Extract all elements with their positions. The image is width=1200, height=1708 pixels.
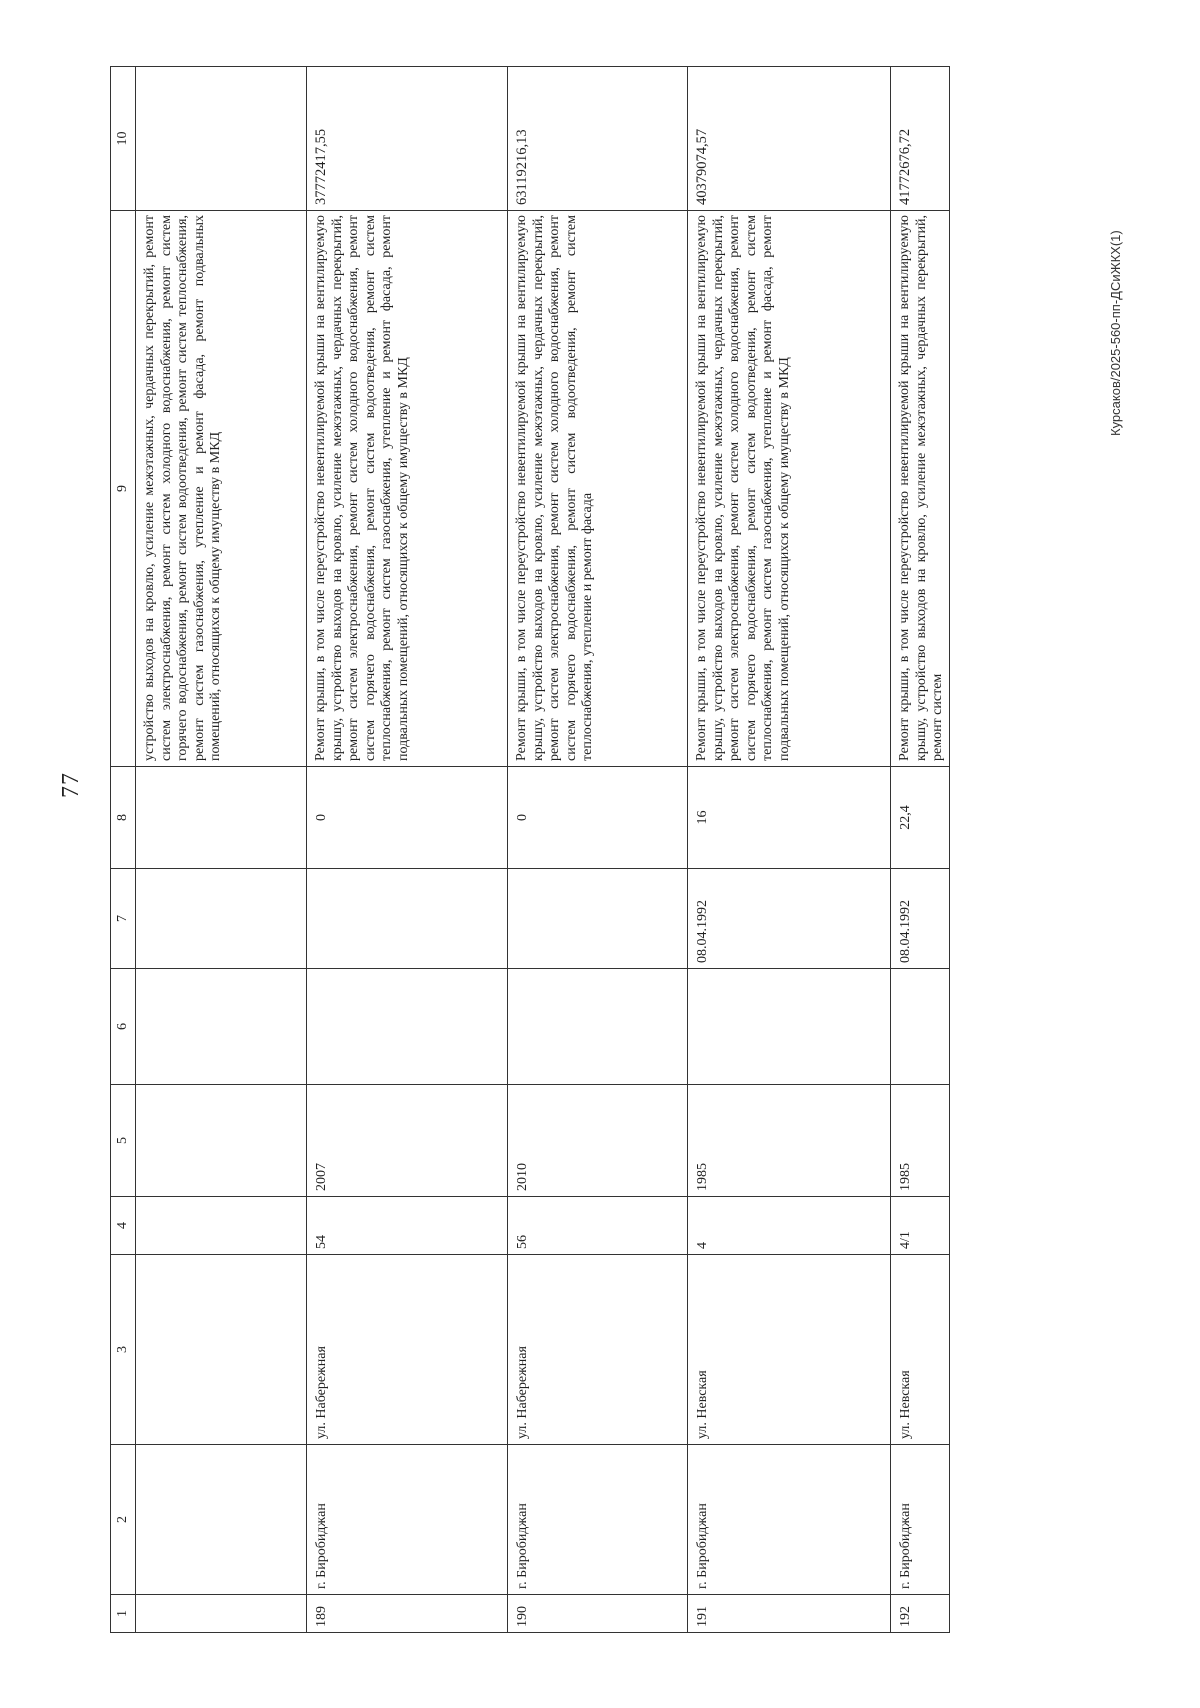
header-cell: 5 bbox=[111, 1085, 136, 1197]
year-cell: 2010 bbox=[508, 1085, 688, 1197]
page-number: 77 bbox=[58, 772, 84, 798]
city-cell: г. Биробиджан bbox=[688, 1445, 891, 1595]
row-number bbox=[136, 1595, 307, 1633]
city-cell: г. Биробиджан bbox=[508, 1445, 688, 1595]
street-cell: ул. Набережная bbox=[307, 1255, 508, 1445]
header-cell: 7 bbox=[111, 869, 136, 969]
year-cell bbox=[136, 1085, 307, 1197]
house-cell: 4/1 bbox=[891, 1197, 950, 1255]
col6-cell bbox=[688, 969, 891, 1085]
col8-cell: 0 bbox=[508, 767, 688, 869]
cost-cell: 40379074,57 bbox=[688, 67, 891, 211]
col8-cell bbox=[136, 767, 307, 869]
table-row bbox=[307, 67, 508, 1633]
row-number: 190 bbox=[508, 1595, 688, 1633]
date-cell: 08.04.1992 bbox=[891, 869, 950, 969]
col8-cell: 0 bbox=[307, 767, 508, 869]
works-cell: Ремонт крыши, в том числе переустройство невентилируемой крыши на вентилируемую крышу, устройство выходов на кровлю, усиление межэтажных, чердачных перекрытий, ремонт систем электроснабжения, ремонт систем холодного водоснабжения, ремонт систем горячего водоснабжения, ремонт систем водоотведения, ремонт систем теплоснабжения, ремонт систем газоснабжения, утепление и ремонт фасада, ремонт подвальных помещений, относящихся к общему имуществу в МКД bbox=[688, 211, 891, 767]
year-cell: 1985 bbox=[688, 1085, 891, 1197]
table-row bbox=[688, 67, 891, 1633]
header-cell: 2 bbox=[111, 1445, 136, 1595]
city-cell: г. Биробиджан bbox=[307, 1445, 508, 1595]
header-cell: 9 bbox=[111, 211, 136, 767]
street-cell: ул. Набережная bbox=[508, 1255, 688, 1445]
col8-cell: 22,4 bbox=[891, 767, 950, 869]
works-cell: устройство выходов на кровлю, усиление межэтажных, чердачных перекрытий, ремонт систем электроснабжения, ремонт систем холодного водоснабжения, ремонт систем горячего водоснабжения, ремонт систем водоотведения, ремонт систем теплоснабжения, ремонт систем газоснабжения, утепление и ремонт фасада, ремонт подвальных помещений, относящихся к общему имуществу в МКД bbox=[136, 211, 307, 767]
header-cell: 4 bbox=[111, 1197, 136, 1255]
house-cell bbox=[136, 1197, 307, 1255]
house-cell: 54 bbox=[307, 1197, 508, 1255]
col6-cell bbox=[508, 969, 688, 1085]
date-cell bbox=[508, 869, 688, 969]
col6-cell bbox=[891, 969, 950, 1085]
house-cell: 4 bbox=[688, 1197, 891, 1255]
street-cell: ул. Невская bbox=[891, 1255, 950, 1445]
col6-cell bbox=[307, 969, 508, 1085]
cost-cell: 63119216,13 bbox=[508, 67, 688, 211]
table-row bbox=[891, 67, 950, 1633]
table-row bbox=[136, 67, 307, 1633]
date-cell: 08.04.1992 bbox=[688, 869, 891, 969]
col6-cell bbox=[136, 969, 307, 1085]
date-cell bbox=[307, 869, 508, 969]
date-cell bbox=[136, 869, 307, 969]
row-number: 192 bbox=[891, 1595, 950, 1633]
table-row bbox=[508, 67, 688, 1633]
year-cell: 1985 bbox=[891, 1085, 950, 1197]
header-cell: 3 bbox=[111, 1255, 136, 1445]
city-cell: г. Биробиджан bbox=[891, 1445, 950, 1595]
house-cell: 56 bbox=[508, 1197, 688, 1255]
row-number: 189 bbox=[307, 1595, 508, 1633]
cost-cell bbox=[136, 67, 307, 211]
header-row bbox=[111, 67, 136, 1633]
street-cell: ул. Невская bbox=[688, 1255, 891, 1445]
header-cell: 8 bbox=[111, 767, 136, 869]
works-cell: Ремонт крыши, в том числе переустройство невентилируемой крыши на вентилируемую крышу, устройство выходов на кровлю, усиление межэтажных, чердачных перекрытий, ремонт систем электроснабжения, ремонт систем холодного водоснабжения, ремонт систем горячего водоснабжения, ремонт систем водоотведения, ремонт систем теплоснабжения, ремонт систем газоснабжения, утепление и ремонт фасада, ремонт подвальных помещений, относящихся к общему имуществу в МКД bbox=[307, 211, 508, 767]
cost-cell: 37772417,55 bbox=[307, 67, 508, 211]
header-cell: 10 bbox=[111, 67, 136, 211]
col8-cell: 16 bbox=[688, 767, 891, 869]
header-cell: 6 bbox=[111, 969, 136, 1085]
year-cell: 2007 bbox=[307, 1085, 508, 1197]
city-cell bbox=[136, 1445, 307, 1595]
capital-repair-table bbox=[110, 66, 950, 1633]
document-table-rotated bbox=[110, 67, 1058, 1633]
document-stamp: Курсаков/2025-560-пп-ДСиЖКХ(1) bbox=[1108, 230, 1123, 436]
row-number: 191 bbox=[688, 1595, 891, 1633]
works-cell: Ремонт крыши, в том числе переустройство невентилируемой крыши на вентилируемую крышу, устройство выходов на кровлю, усиление межэтажных, чердачных перекрытий, ремонт систем bbox=[891, 211, 950, 767]
header-cell: 1 bbox=[111, 1595, 136, 1633]
cost-cell: 41772676,72 bbox=[891, 67, 950, 211]
works-cell: Ремонт крыши, в том числе переустройство невентилируемой крыши на вентилируемую крышу, устройство выходов на кровлю, усиление межэтажных, чердачных перекрытий, ремонт систем электроснабжения, ремонт систем холодного водоснабжения, ремонт систем горячего водоснабжения, ремонт систем водоотведения, ремонт систем теплоснабжения, утепление и ремонт фасада bbox=[508, 211, 688, 767]
street-cell bbox=[136, 1255, 307, 1445]
